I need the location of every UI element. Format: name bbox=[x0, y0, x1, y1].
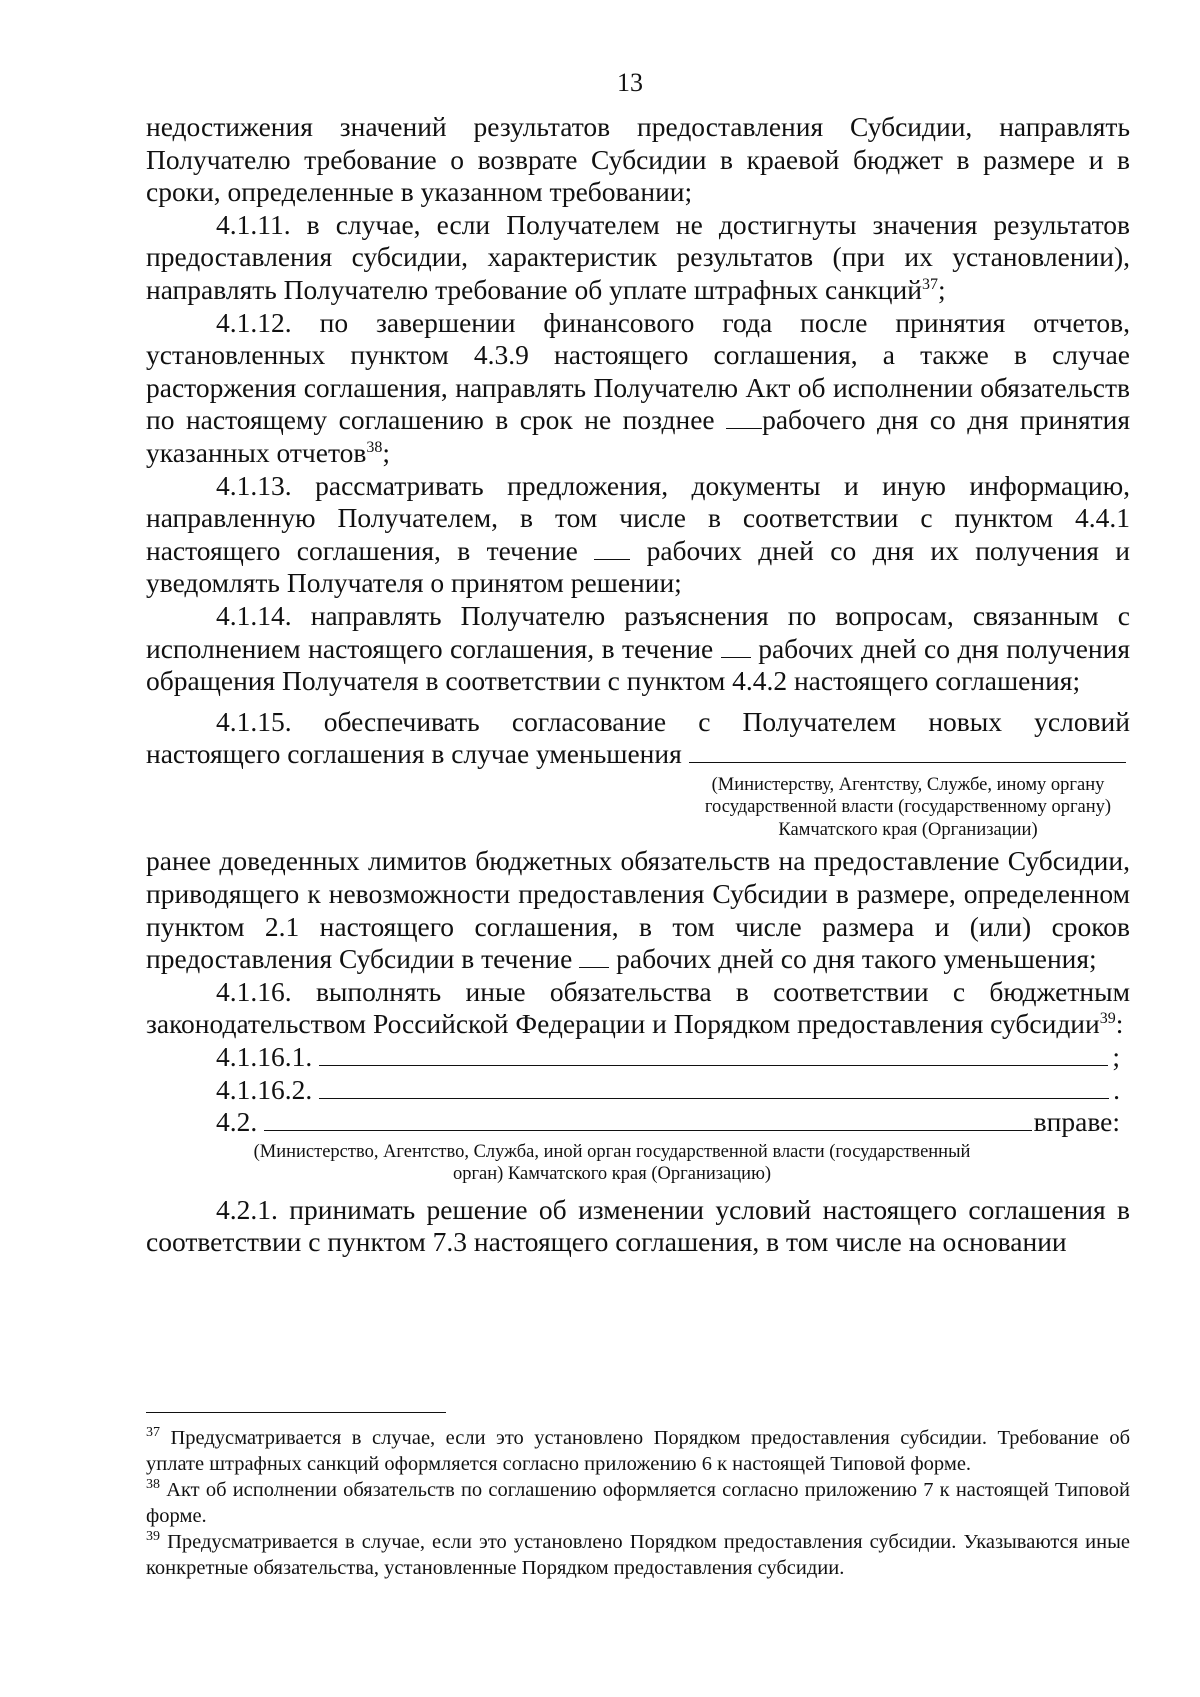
paragraph-text: рабочих дней со дня их получения и уведомлять Получателя о принятом решении; bbox=[146, 534, 1130, 599]
paragraph-4-1-16 bbox=[146, 976, 1130, 1041]
footnote-number: 38 bbox=[146, 1477, 160, 1492]
punctuation: ; bbox=[382, 436, 390, 468]
footnote-37 bbox=[146, 1425, 1130, 1477]
paragraph-text: рабочих дней со дня получения обращения Получателя в соответствии с пунктом 4.4.2 настоящего соглашения; bbox=[146, 632, 1130, 697]
paragraph-text: 4.1.11. в случае, если Получателем не достигнуты значения результатов предоставления субсидии, характеристик результатов (при их установлении), направлять Получателю требование об уплате штрафных санкций bbox=[146, 208, 1130, 305]
obligation-field-2[interactable] bbox=[319, 1076, 1109, 1099]
item-4-2 bbox=[146, 1106, 1130, 1139]
paragraph-continuation: недостижения значений результатов предоставления Субсидии, направлять Получателю требование о возврате Субсидии в краевой бюджет в размере и в сроки, определенные в указанном требовании; bbox=[146, 111, 1130, 208]
blank-field[interactable] bbox=[579, 945, 609, 968]
organ-name-field-2[interactable] bbox=[264, 1108, 1032, 1131]
paragraph-text: 4.1.14. направлять Получателю разъяснения по вопросам, связанным с исполнением настоящего соглашения, в течение bbox=[146, 599, 1130, 664]
organ-name-field[interactable] bbox=[689, 740, 1126, 763]
punctuation: ; bbox=[1112, 1040, 1120, 1072]
paragraph-text: настоящего соглашения в случае уменьшения bbox=[146, 738, 689, 770]
item-4-1-16-2 bbox=[146, 1074, 1130, 1107]
item-label: 4.1.16.1. bbox=[216, 1040, 320, 1072]
footnote-number: 37 bbox=[146, 1425, 160, 1440]
punctuation: ; bbox=[937, 273, 946, 305]
punctuation: : bbox=[1115, 1008, 1124, 1040]
footnote-ref-39: 39 bbox=[1099, 1010, 1116, 1028]
blank-field[interactable] bbox=[594, 537, 630, 560]
footnote-text: Предусматривается в случае, если это установлено Порядком предоставления субсидии. Указываются иные конкретные обязательства, установленные Порядком предоставления субсидии. bbox=[146, 1531, 1130, 1579]
paragraph-4-1-14 bbox=[146, 600, 1130, 698]
paragraph-4-1-13 bbox=[146, 470, 1130, 600]
punctuation: . bbox=[1113, 1073, 1120, 1105]
paragraph-text: 4.1.16. выполнять иные обязательства в соответствии с бюджетным законодательством Российской Федерации и Порядком предоставления субсидии bbox=[146, 975, 1130, 1040]
field-caption: (Министерству, Агентству, Службе, иному органу государственной власти (государственному органу) Камчатского края (Организации) bbox=[704, 774, 1112, 840]
document-body bbox=[146, 111, 1130, 1259]
obligation-field-1[interactable] bbox=[319, 1043, 1108, 1066]
blank-field[interactable] bbox=[721, 635, 751, 658]
paragraph-4-2-1: 4.2.1. принимать решение об изменении условий настоящего соглашения в соответствии с пунктом 7.3 настоящего соглашения, в том числе на основании bbox=[146, 1193, 1130, 1258]
footnote-number: 39 bbox=[146, 1529, 160, 1544]
footnote-39 bbox=[146, 1529, 1130, 1581]
field-caption: (Министерство, Агентство, Служба, иной орган государственной власти (государственный орган) Камчатского края (Организацию) bbox=[253, 1141, 971, 1185]
footnote-separator bbox=[146, 1412, 446, 1413]
paragraph-4-1-11 bbox=[146, 209, 1130, 307]
page-number: 13 bbox=[617, 68, 643, 97]
paragraph-4-1-12 bbox=[146, 307, 1130, 470]
paragraph-4-1-15-continuation bbox=[146, 845, 1130, 975]
footnote-ref-38: 38 bbox=[366, 438, 383, 456]
paragraph-4-1-15-line1: 4.1.15. обеспечивать согласование с Получателем новых условий bbox=[216, 705, 1130, 737]
paragraph-text: рабочих дней со дня такого уменьшения; bbox=[609, 943, 1097, 975]
footnote-text: Предусматривается в случае, если это установлено Порядком предоставления субсидии. Требование об уплате штрафных санкций оформляется согласно приложению 6 к настоящей Типовой форме. bbox=[146, 1427, 1130, 1475]
footnote-text: Акт об исполнении обязательств по соглашению оформляется согласно приложению 7 к настоящей Типовой форме. bbox=[146, 1479, 1130, 1527]
footnote-38 bbox=[146, 1477, 1130, 1529]
footnote-ref-37: 37 bbox=[921, 275, 938, 293]
paragraph-text: 4.1.13. рассматривать предложения, документы и иную информацию, направленную Получателем, в том числе в соответствии с пунктом 4.4.1 настоящего соглашения, в течение bbox=[146, 469, 1130, 566]
footnotes bbox=[146, 1425, 1130, 1581]
paragraph-text: 4.1.12. по завершении финансового года после принятия отчетов, установленных пунктом 4.3.9 настоящего соглашения, а также в случае расторжения соглашения, направлять Получателю Акт об исполнении обязательств по настоящему соглашению в срок не позднее bbox=[146, 306, 1130, 436]
item-label: 4.2. bbox=[216, 1106, 265, 1138]
paragraph-4-1-15-line2 bbox=[146, 738, 1130, 771]
item-label: 4.1.16.2. bbox=[216, 1073, 320, 1105]
item-text: вправе: bbox=[1033, 1106, 1120, 1138]
blank-field[interactable] bbox=[726, 406, 762, 429]
item-4-1-16-1 bbox=[146, 1041, 1130, 1074]
paragraph-text: рабочего дня со дня принятия указанных отчетов bbox=[146, 404, 1130, 468]
paragraph-text: ранее доведенных лимитов бюджетных обязательств на предоставление Субсидии, приводящего к невозможности предоставления Субсидии в размере, определенном пунктом 2.1 настоящего соглашения, в том числе размера и (или) сроков предоставления Субсидии в течение bbox=[146, 845, 1130, 975]
